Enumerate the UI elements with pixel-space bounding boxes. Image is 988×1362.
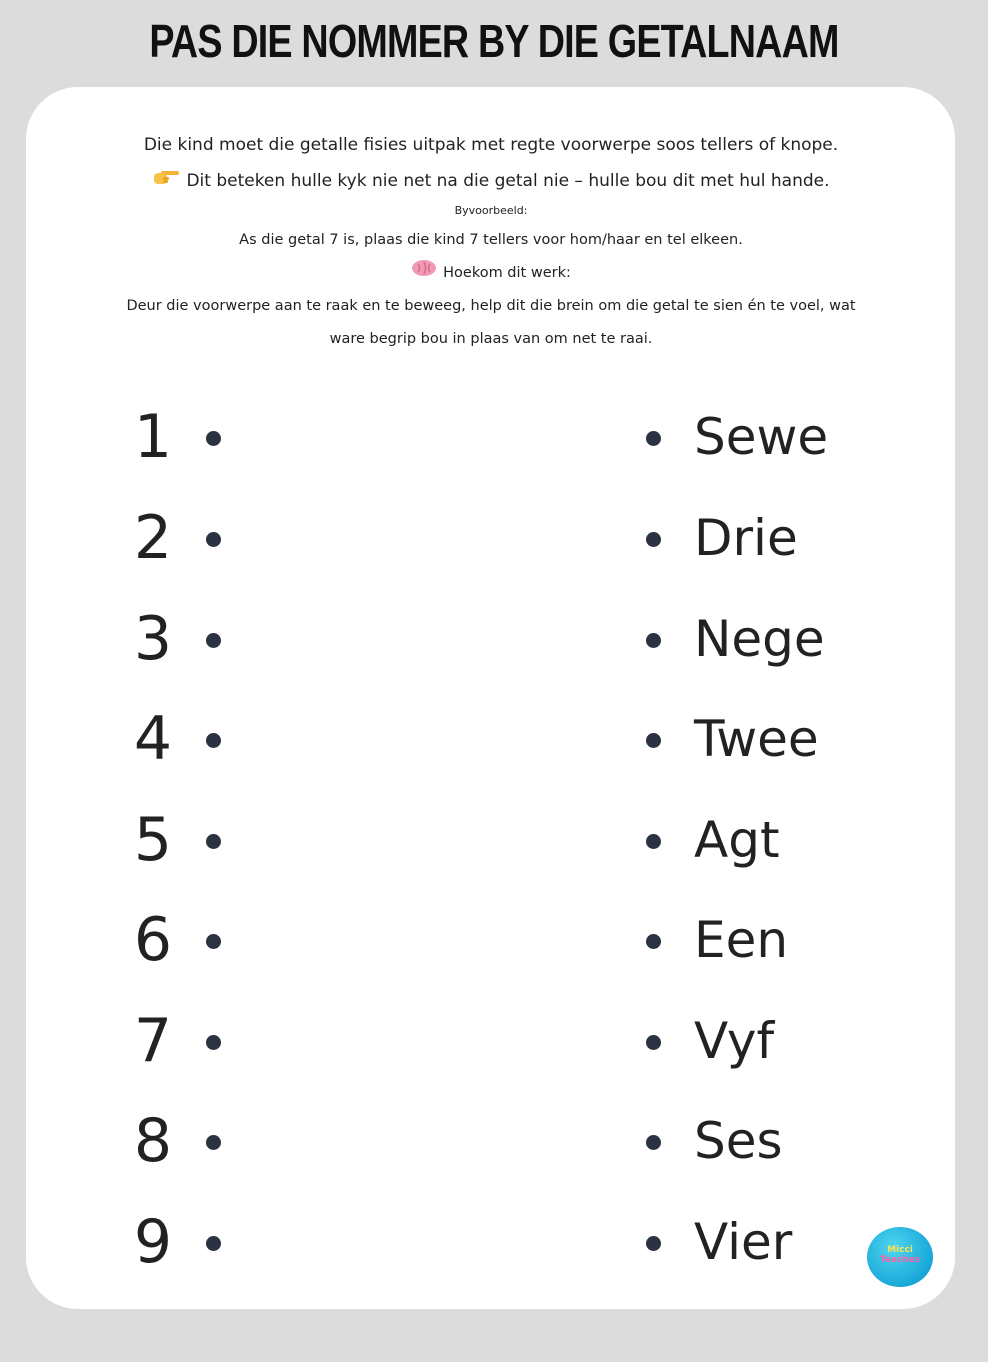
right-dot[interactable] [646,1035,661,1050]
why-text-line-1: Deur die voorwerpe aan te raak en te beweeg, help dit die brein om die getal te sien én te voel, wat [126,298,856,314]
match-row [26,387,955,487]
left-dot[interactable] [206,1035,221,1050]
instruction-line-2 [86,163,896,199]
match-row [26,890,955,990]
pointing-hand-icon [152,163,180,199]
number-word: Vyf [694,1012,775,1070]
logo-line-1: Micci [887,1245,913,1255]
left-dot[interactable] [206,934,221,949]
number-label: 5 [133,805,173,875]
number-word: Vier [694,1213,793,1271]
number-word: Agt [694,811,780,869]
number-label: 6 [133,905,173,975]
worksheet-card [26,87,955,1309]
number-word: Sewe [694,408,829,466]
example-text: As die getal 7 is, plaas die kind 7 tellers voor hom/haar en tel elkeen. [239,232,743,248]
match-row [26,488,955,588]
instructions [86,127,896,355]
number-label: 8 [133,1106,173,1176]
logo-line-2: Teaches [879,1255,921,1265]
instruction-line-1: Die kind moet die getalle fisies uitpak met regte voorwerpe soos tellers of knope. [143,135,839,155]
right-dot[interactable] [646,934,661,949]
number-label: 9 [133,1207,173,1277]
match-row [26,1192,955,1292]
why-text-line-2: ware begrip bou in plaas van om net te raai. [329,331,653,347]
left-dot[interactable] [206,633,221,648]
example-label: Byvoorbeeld: [454,204,528,217]
left-dot[interactable] [206,532,221,547]
brain-icon [411,257,437,289]
number-word: Ses [694,1112,783,1170]
number-word: Drie [694,509,798,567]
right-dot[interactable] [646,834,661,849]
left-dot[interactable] [206,834,221,849]
number-word: Een [694,911,789,969]
left-dot[interactable] [206,431,221,446]
number-word: Twee [694,710,819,768]
left-dot[interactable] [206,733,221,748]
number-label: 4 [133,704,173,774]
match-row [26,790,955,890]
left-dot[interactable] [206,1135,221,1150]
right-dot[interactable] [646,532,661,547]
left-dot[interactable] [206,1236,221,1251]
match-row [26,689,955,789]
number-label: 7 [133,1006,173,1076]
right-dot[interactable] [646,733,661,748]
right-dot[interactable] [646,431,661,446]
right-dot[interactable] [646,1135,661,1150]
why-heading-text: Hoekom dit werk: [443,265,571,281]
match-row [26,589,955,689]
number-label: 3 [133,604,173,674]
number-word: Nege [694,610,825,668]
page-title: PAS DIE NOMMER BY DIE GETALNAAM [149,15,839,67]
match-row [26,1091,955,1191]
match-row [26,991,955,1091]
right-dot[interactable] [646,633,661,648]
brand-logo [867,1227,933,1287]
number-label: 1 [133,402,173,472]
why-heading [86,257,896,289]
number-label: 2 [133,503,173,573]
right-dot[interactable] [646,1236,661,1251]
instruction-line-2-text: Dit beteken hulle kyk nie net na die getal nie – hulle bou dit met hul hande. [186,171,830,191]
